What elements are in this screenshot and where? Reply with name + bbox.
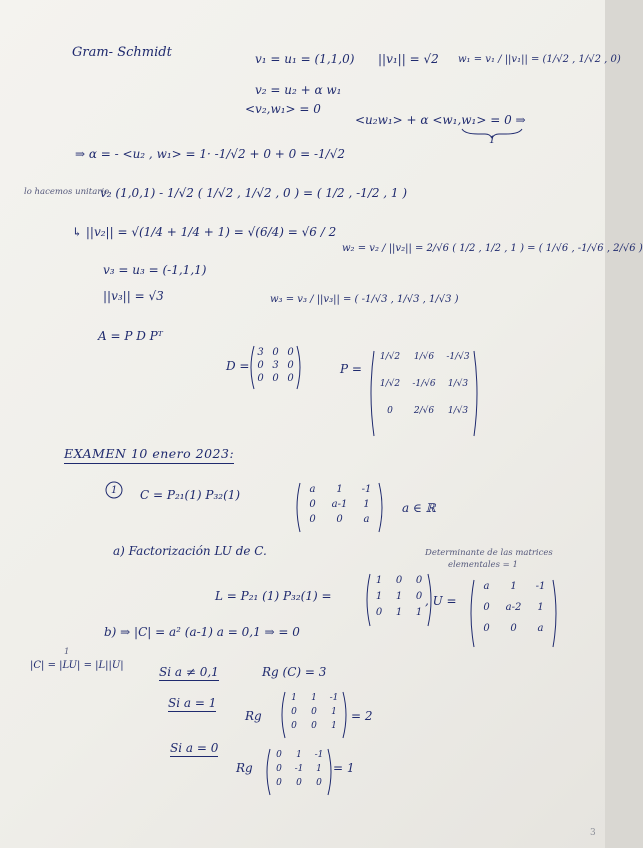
matrix-entry: 0 (276, 750, 282, 760)
case-3-result: = 1 (333, 761, 355, 775)
matrix-entry: -1 (314, 750, 324, 760)
matrix-entry: 0 (395, 575, 403, 586)
matrix-entry: 0 (483, 602, 490, 613)
line-part-b: b) ⇒ |C| = a² (a-1) a = 0,1 ⇒ = 0 (104, 625, 300, 639)
line-v3: v₃ = u₃ = (-1,1,1) (103, 263, 207, 277)
matrix-entry: 1/√2 (379, 352, 401, 362)
line-det-rule: |C| = |LU| = |L||U| (30, 660, 124, 671)
line-v1-norm: ||v₁|| = √2 (378, 52, 439, 66)
matrix-entry: 2/√6 (413, 406, 435, 416)
matrix-entry: a (483, 581, 490, 592)
case-3-condition: Si a = 0 (170, 741, 219, 755)
matrix-entry: 1 (510, 581, 517, 592)
case-1-condition: Si a ≠ 0,1 (159, 665, 219, 679)
matrix-entry: 0 (276, 778, 282, 788)
left-paren (371, 351, 374, 436)
matrix-entry: 0 (276, 764, 282, 774)
matrix-entry: 0 (291, 721, 297, 731)
line-alpha: ⇒ α = - <u₂ , w₁> = 1· -1/√2 + 0 + 0 = -1/√2 (75, 147, 345, 161)
matrix-entry: -1 (294, 764, 304, 774)
line-c-def: C = P₂₁(1) P₃₂(1) (140, 488, 241, 502)
matrix-entry: 1 (395, 591, 403, 602)
line-w2: w₂ = v₂ / ||v₂|| = 2/√6 ( 1/2 , 1/2 , 1 ) = ( 1/√6 , -1/√6 , 2/√6 ) (342, 243, 643, 254)
matrix-entry: a (363, 514, 370, 525)
matrix-entry: 0 (287, 347, 294, 358)
matrix-entry: 0 (296, 778, 302, 788)
matrix-entry: 1/√6 (413, 352, 435, 362)
question-number: 1 (111, 485, 118, 496)
matrix-entry: -1/√3 (446, 352, 470, 362)
matrix-entry: 1 (375, 575, 383, 586)
matrix-entry: 1 (316, 764, 322, 774)
matrix-entry: 0 (415, 591, 423, 602)
matrix-entry: 1 (395, 607, 403, 618)
matrix-entry: a (309, 484, 316, 495)
matrix-entry: 0 (311, 707, 317, 717)
label-d: D = (226, 359, 250, 373)
matrix-entry: 1 (363, 499, 370, 510)
heading-gram-schmidt: Gram- Schmidt (72, 45, 172, 60)
matrix-entry: 0 (415, 575, 423, 586)
line-orthogonality-expand: <u₂w₁> + α <w₁,w₁> = 0 ⇒ (355, 113, 526, 127)
matrix-entry: 1 (296, 750, 302, 760)
heading-exam: EXAMEN 10 enero 2023: (64, 448, 234, 464)
line-w3: w₃ = v₃ / ||v₃|| = ( -1/√3 , 1/√3 , 1/√3 ) (270, 294, 459, 305)
matrix-d (248, 345, 303, 390)
matrix-entry: 1 (311, 693, 317, 703)
matrix-entry: 0 (375, 607, 383, 618)
matrix-entry: 0 (316, 778, 322, 788)
note-determinant-1: Determinante de las matrices (425, 548, 553, 558)
line-part-a: a) Factorización LU de C. (113, 544, 267, 558)
matrix-entry: 1 (331, 721, 337, 731)
matrix-entry: 0 (510, 623, 517, 634)
brace-value: 1 (489, 135, 496, 146)
matrix-entry: 1 (415, 607, 423, 618)
side-note-unitary: lo hacemos unitario (24, 187, 110, 197)
matrix-rank-a1 (279, 691, 349, 739)
note-determinant-2: elementales = 1 (448, 560, 518, 570)
matrix-entry: -1 (361, 484, 372, 495)
line-v1: v₁ = u₁ = (1,1,0) (255, 52, 355, 66)
matrix-entry: 0 (387, 406, 393, 416)
right-paren (474, 351, 477, 436)
matrix-entry: 1/√2 (379, 379, 401, 389)
matrix-entry: 0 (483, 623, 490, 634)
matrix-entry: 0 (257, 360, 264, 371)
line-v2-norm: ↳ ||v₂|| = √(1/4 + 1/4 + 1) = √(6/4) = √6 / 2 (72, 225, 337, 239)
matrix-entry: a-2 (505, 602, 522, 613)
line-a-in-r: a ∈ ℝ (402, 501, 436, 515)
matrix-entry: 0 (309, 499, 316, 510)
matrix-c (294, 482, 385, 533)
label-p: P = (340, 362, 362, 376)
case-2-condition: Si a = 1 (168, 696, 217, 710)
matrix-entry: 1 (291, 693, 297, 703)
det-rule-mark: 1 (64, 647, 70, 657)
line-v2-calc: v₂ (1,0,1) - 1/√2 ( 1/√2 , 1/√2 , 0 ) = ( 1/2 , -1/2 , 1 ) (100, 186, 408, 200)
matrix-entry: 0 (287, 373, 294, 384)
case-2-result: = 2 (351, 709, 373, 723)
matrix-entry: 1 (537, 602, 544, 613)
matrix-entry: 0 (309, 514, 316, 525)
matrix-entry: -1/√6 (412, 379, 436, 389)
matrix-entry: a (537, 623, 544, 634)
matrix-entry: 0 (336, 514, 343, 525)
matrix-entry: 1 (331, 707, 337, 717)
line-v2-def: v₂ = u₂ + α w₁ (255, 83, 342, 97)
matrix-entry: 1 (336, 484, 343, 495)
matrix-entry: -1 (535, 581, 546, 592)
line-l-def: L = P₂₁ (1) P₃₂(1) = (215, 589, 332, 603)
matrix-entry: 1/√3 (447, 379, 469, 389)
matrix-entry: 3 (257, 347, 264, 358)
case-3-rank-label: Rg (236, 761, 253, 775)
matrix-entry: -1 (329, 693, 339, 703)
matrix-entry: 0 (291, 707, 297, 717)
matrix-u (468, 579, 559, 648)
line-w1: w₁ = v₁ / ||v₁|| = (1/√2 , 1/√2 , 0) (458, 54, 621, 65)
case-2-rank-label: Rg (245, 709, 262, 723)
matrix-p (368, 350, 480, 437)
matrix-entry: 0 (272, 347, 279, 358)
matrix-entry: 1 (375, 591, 383, 602)
underbrace-mark (462, 129, 522, 138)
line-orthogonality: <v₂,w₁> = 0 (245, 102, 321, 116)
matrix-entry: a-1 (331, 499, 348, 510)
question-circle (106, 482, 122, 498)
matrix-rank-a0 (264, 748, 334, 796)
case-1-result: Rg (C) = 3 (262, 665, 327, 679)
page-number: 3 (590, 828, 596, 838)
line-apdp: A = P D Pᵀ (98, 329, 163, 343)
matrix-entry: 0 (272, 373, 279, 384)
matrix-entry: 0 (311, 721, 317, 731)
label-u: , U = (425, 594, 457, 608)
line-v3-norm: ||v₃|| = √3 (103, 289, 164, 303)
matrix-entry: 3 (272, 360, 279, 371)
matrix-brackets (368, 350, 480, 437)
matrix-l (364, 573, 434, 627)
matrix-entry: 0 (287, 360, 294, 371)
matrix-entry: 1/√3 (447, 406, 469, 416)
matrix-entry: 0 (257, 373, 264, 384)
